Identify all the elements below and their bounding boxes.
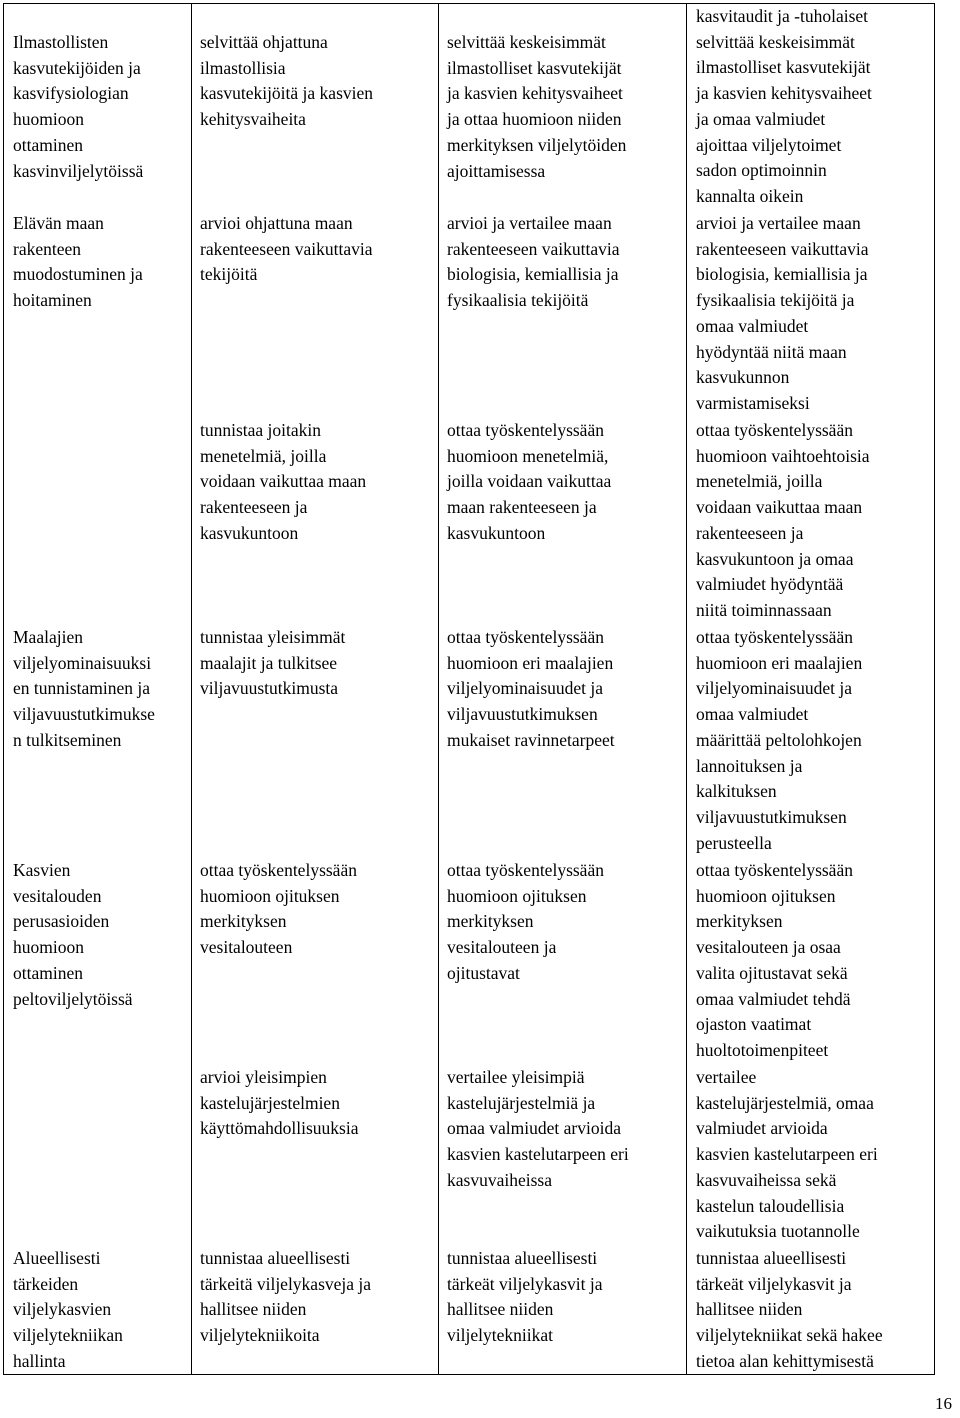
table-cell-level1: tunnistaa yleisimmät maalajit ja tulkitsee viljavuustutkimusta — [200, 627, 346, 699]
table-cell-level3: ottaa työskentelyssään huomioon vaihtoehtoisia menetelmiä, joilla voidaan vaikuttaa maan rakenteeseen ja kasvukuntoon ja omaa valmiudet hyödyntää niitä toiminnassaan — [696, 420, 870, 620]
table-cell-level1: ottaa työskentelyssään huomioon ojituksen merkityksen vesitalouteen — [200, 860, 357, 958]
table-cell-level2: ottaa työskentelyssään huomioon menetelmiä, joilla voidaan vaikuttaa maan rakenteeseen ja kasvukuntoon — [447, 420, 612, 543]
table-cell-level3: ottaa työskentelyssään huomioon ojituksen merkityksen vesitalouteen ja osaa valita ojitustavat sekä omaa valmiudet tehdä ojaston vaatimat huoltotoimenpiteet — [696, 860, 853, 1060]
table-cell-level1: arvioi ohjattuna maan rakenteeseen vaikuttavia tekijöitä — [200, 213, 373, 285]
table-cell-topic: Elävän maan rakenteen muodostuminen ja hoitaminen — [13, 213, 143, 311]
table-cell-level1: arvioi yleisimpien kastelujärjestelmien käyttömahdollisuuksia — [200, 1067, 359, 1139]
table-cell-level3: kasvitaudit ja -tuholaiset selvittää keskeisimmät ilmastolliset kasvutekijät ja kasvien kehitysvaiheet ja omaa valmiudet ajoittaa viljelytoimet sadon optimoinnin kannalta oikein — [696, 6, 872, 206]
table-cell-topic: Kasvien vesitalouden perusasioiden huomioon ottaminen peltoviljelytöissä — [13, 860, 133, 1009]
table-cell-level3: tunnistaa alueellisesti tärkeät viljelykasvit ja hallitsee niiden viljelytekniikat sekä hakee tietoa alan kehittymisestä — [696, 1248, 883, 1371]
column-divider — [191, 4, 192, 1374]
table-cell-level3: vertailee kastelujärjestelmiä, omaa valmiudet arvioida kasvien kastelutarpeen eri kasvuvaiheissa sekä kastelun taloudellisia vaikutuksia tuotannolle — [696, 1067, 878, 1242]
table-cell-level2: tunnistaa alueellisesti tärkeät viljelykasvit ja hallitsee niiden viljelytekniikat — [447, 1248, 603, 1346]
table-cell-level2: ottaa työskentelyssään huomioon ojituksen merkityksen vesitalouteen ja ojitustavat — [447, 860, 604, 983]
table-cell-level1: tunnistaa joitakin menetelmiä, joilla voidaan vaikuttaa maan rakenteeseen ja kasvukuntoon — [200, 420, 367, 543]
table-cell-level1: selvittää ohjattuna ilmastollisia kasvutekijöitä ja kasvien kehitysvaiheita — [200, 32, 374, 130]
table-cell-level3: ottaa työskentelyssään huomioon eri maalajien viljelyominaisuudet ja omaa valmiudet määrittää peltolohkojen lannoituksen ja kalkituksen viljavuustutkimuksen perusteella — [696, 627, 863, 853]
table-cell-level2: arvioi ja vertailee maan rakenteeseen vaikuttavia biologisia, kemiallisia ja fysikaalisia tekijöitä — [447, 213, 620, 311]
column-divider — [686, 4, 687, 1374]
page-number: 16 — [935, 1394, 952, 1413]
table-cell-level2: ottaa työskentelyssään huomioon eri maalajien viljelyominaisuudet ja viljavuustutkimuksen mukaiset ravinnetarpeet — [447, 627, 615, 750]
table-cell-level3: arvioi ja vertailee maan rakenteeseen vaikuttavia biologisia, kemiallisia ja fysikaalisia tekijöitä ja omaa valmiudet hyödyntää niitä maan kasvukunnon varmistamiseksi — [696, 213, 869, 413]
table-cell-level2: selvittää keskeisimmät ilmastolliset kasvutekijät ja kasvien kehitysvaiheet ja ottaa huomioon niiden merkityksen viljelytöiden ajoittamisessa — [447, 32, 627, 181]
table-cell-level2: vertailee yleisimpiä kastelujärjestelmiä ja omaa valmiudet arvioida kasvien kastelutarpeen eri kasvuvaiheissa — [447, 1067, 629, 1190]
column-divider — [438, 4, 439, 1374]
table-cell-topic: Alueellisesti tärkeiden viljelykasvien viljelytekniikan hallinta — [13, 1248, 123, 1371]
table-cell-level1: tunnistaa alueellisesti tärkeitä viljelykasveja ja hallitsee niiden viljelytekniikoita — [200, 1248, 372, 1346]
table-cell-topic: Ilmastollisten kasvutekijöiden ja kasvifysiologian huomioon ottaminen kasvinviljelytöissä — [13, 32, 144, 181]
table-cell-topic: Maalajien viljelyominaisuuksi en tunnistaminen ja viljavuustutkimukse n tulkitseminen — [13, 627, 155, 750]
